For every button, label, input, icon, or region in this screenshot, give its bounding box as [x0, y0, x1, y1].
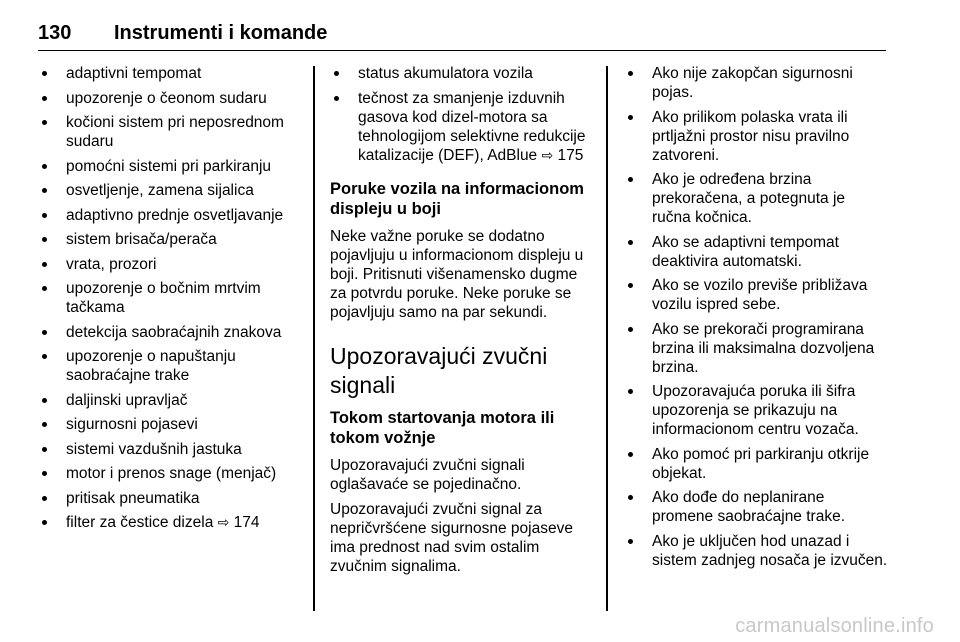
- list-item: sigurnosni pojasevi: [38, 415, 306, 434]
- list-item: [330, 89, 592, 165]
- list-item: adaptivno prednje osvetljavanje: [38, 206, 306, 225]
- list-item: osvetljenje, zamena sijalica: [38, 181, 306, 200]
- list-item: adaptivni tempomat: [38, 64, 306, 83]
- list-item: upozorenje o bočnim mrtvim tačkama: [38, 279, 306, 317]
- list-item: [38, 513, 306, 532]
- list-item: Ako prilikom polaska vrata ili prtljažni prostor nisu pravilno zatvoreni.: [624, 108, 888, 165]
- list-item: Ako nije zakopčan sigurnosni pojas.: [624, 64, 888, 102]
- page-ref-link[interactable]: 174: [233, 514, 260, 531]
- page-number: 130: [38, 22, 72, 44]
- list-item: pritisak pneumatika: [38, 489, 306, 508]
- page-header: [38, 18, 886, 51]
- list-item: vrata, prozori: [38, 255, 306, 274]
- list-item: kočioni sistem pri neposrednom sudaru: [38, 113, 306, 151]
- column-divider-1: [313, 66, 315, 611]
- page-ref-link[interactable]: 175: [557, 146, 584, 164]
- list-item: sistemi vazdušnih jastuka: [38, 440, 306, 459]
- column-2: [330, 64, 592, 582]
- page-title: Instrumenti i komande: [114, 22, 328, 44]
- list-item: Ako dođe do neplanirane promene saobraćajne trake.: [624, 488, 888, 526]
- watermark: carmanualsonline.info: [735, 615, 934, 637]
- paragraph: Upozoravajući zvučni signal za nepričvršćene sigurnosne pojaseve ima prednost nad svim ostalim zvučnim signalima.: [330, 500, 573, 575]
- list-item: detekcija saobraćajnih znakova: [38, 323, 306, 342]
- list-item: status akumulatora vozila: [330, 64, 592, 83]
- list-item: Ako je uključen hod unazad i sistem zadnjeg nosača je izvučen.: [624, 532, 888, 570]
- list-item: daljinski upravljač: [38, 391, 306, 410]
- subheading-engine-start: Tokom startovanja motora ili tokom vožnje: [330, 408, 555, 447]
- subheading-vehicle-messages: Poruke vozila na informacionom displeju u boji: [330, 179, 584, 218]
- list-item: upozorenje o napuštanju saobraćajne trake: [38, 347, 306, 385]
- list-item: Upozoravajuća poruka ili šifra upozorenja se prikazuju na informacionom centru vozača.: [624, 382, 888, 439]
- list-item-text: filter za čestice dizela: [66, 514, 214, 531]
- column-divider-2: [606, 66, 608, 611]
- list-item: Ako je određena brzina prekoračena, a potegnuta je ručna kočnica.: [624, 170, 888, 227]
- feature-list-continued: [330, 64, 592, 165]
- list-item: motor i prenos snage (menjač): [38, 464, 306, 483]
- feature-list: [38, 64, 306, 532]
- paragraph: Upozoravajući zvučni signali oglašavaće se pojedinačno.: [330, 456, 525, 493]
- list-item: Ako pomoć pri parkiranju otkrije objekat.: [624, 445, 888, 483]
- column-3: [624, 64, 888, 575]
- list-item: sistem brisača/perača: [38, 230, 306, 249]
- page-ref-arrow-icon: ⇨: [541, 146, 554, 163]
- list-item: pomoćni sistemi pri parkiranju: [38, 157, 306, 176]
- page-ref-arrow-icon: ⇨: [217, 514, 230, 530]
- list-item: Ako se prekorači programirana brzina ili maksimalna dozvoljena brzina.: [624, 320, 888, 377]
- list-item: Ako se vozilo previše približava vozilu ispred sebe.: [624, 276, 888, 314]
- list-item: upozorenje o čeonom sudaru: [38, 89, 306, 108]
- warning-conditions-list: [624, 64, 888, 570]
- section-title: Upozoravajući zvučni signali: [330, 342, 548, 398]
- list-item-text: tečnost za smanjenje izduvnih gasova kod dizel-motora sa tehnologijom selektivne redukcije katalizacije (DEF), AdBlue: [358, 89, 586, 164]
- column-1: [38, 64, 306, 538]
- paragraph: Neke važne poruke se dodatno pojavljuju u informacionom displeju u boji. Pritisnuti višenamensko dugme za potvrdu poruke. Neke poruke se pojavljuju samo na par sekundi.: [330, 227, 584, 321]
- list-item: Ako se adaptivni tempomat deaktivira automatski.: [624, 233, 888, 271]
